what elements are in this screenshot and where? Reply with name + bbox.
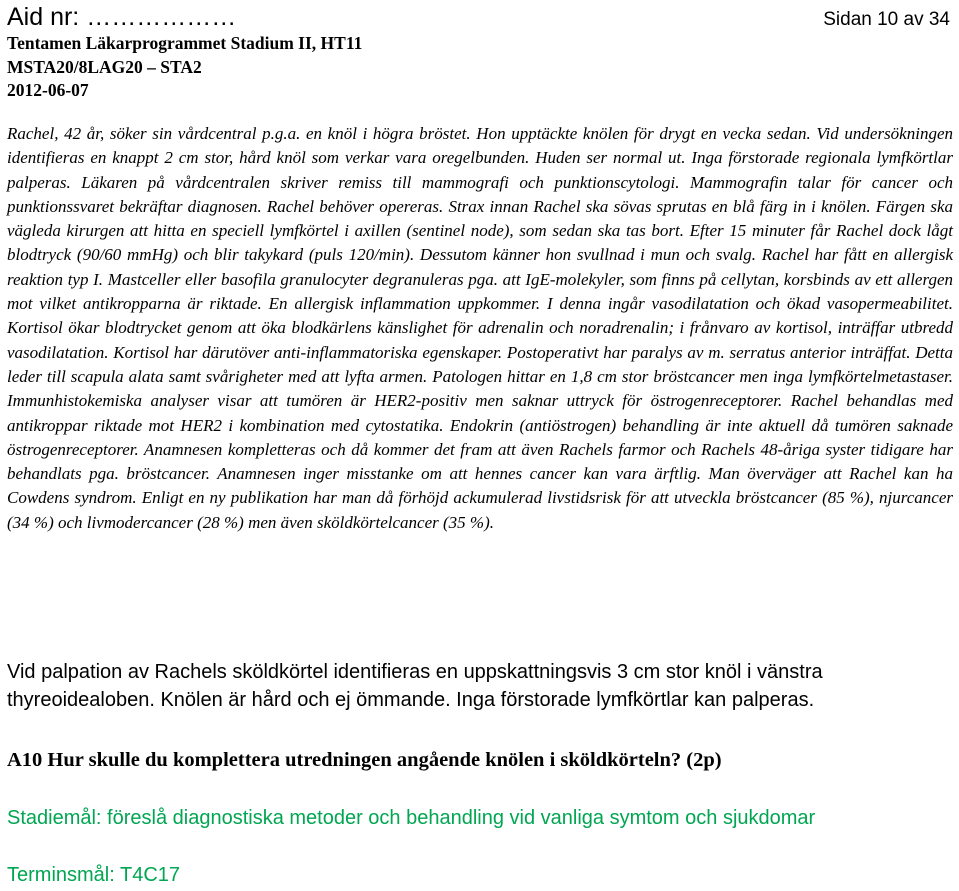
case-text: Rachel, 42 år, söker sin vårdcentral p.g.a. en knöl i högra bröstet. Hon upptäckte knölen för drygt en vecka sedan. Vid undersökningen identifieras en knappt 2 cm stor, hård knöl som verkar vara oregelbunden. Huden ser normal ut. Inga förstorade regionala lymfkörtlar palperas. Läkaren på vårdcentralen skriver remiss till mammografi och punktionscytologi. Mammografin talar för cancer och punktionssvaret bekräftar diagnosen. Rachel behöver opereras. Strax innan Rachel ska sövas sprutas en blå färg in i knölen. Färgen ska vägleda kirurgen att hitta en speciell lymfkörtel i axillen (sentinel node), som sedan ska tas bort. Efter 15 minuter får Rachel dock lågt blodtryck (90/60 mmHg) och blir takykard (puls 120/min). Dessutom känner hon svullnad i mun och svalg. Rachel har fått en allergisk reaktion typ I. Mastceller eller basofila granulocyter degranuleras pga. att IgE-molekyler, som finns på cellytan, korsbinds av ett allergen mot vilket antikropparna är riktade. En allergisk inflammation uppkommer. I denna ingår vasodilatation och ökad vasopermeabilitet. Kortisol ökar blodtrycket genom att öka blodkärlens känslighet för adrenalin och noradrenalin; i frånvaro av kortisol, inträffar utbredd vasodilatation. Kortisol har därutöver anti-inflammatoriska egenskaper. Postoperativt har paralys av m. serratus anterior inträffat. Detta leder till scapula alata samt svårigheter med att lyfta armen. Patologen hittar en 1,8 cm stor bröstcancer men inga lymfkörtelmetastaser. Immunhistokemiska analyser visar att tumören är HER2-positiv men saknar uttryck för östrogenreceptorer. Rachel behandlas med antikroppar riktade mot HER2 i kombination med cytostatika. Endokrin (antiöstrogen) behandling är inte aktuell då tumören saknade östrogenreceptorer. Anamnesen kompletteras och då kommer det fram att även Rachels farmor och Rachels 48-åriga syster tidigare har behandlats pga. bröstcancer. Anamnesen inger misstanke om att hennes cancer kan vara ärftlig. Man överväger att Rachel kan ha Cowdens syndrom. Enligt en ny publikation har man då förhöjd ackumulerad livstidsrisk för att utveckla bröstcancer (85 %), njurcancer (34 %) och livmodercancer (28 %) men även sköldkörtelcancer (35 %). (7, 124, 953, 532)
palpation-finding: Vid palpation av Rachels sköldkörtel identifieras en uppskattningsvis 3 cm stor knöl i vänstra thyreoidealoben. Knölen är hård och ej ömmande. Inga förstorade lymfkörtlar kan palperas. (7, 661, 823, 711)
question-a10: A10 Hur skulle du komplettera utredningen angående knölen i sköldkörteln? (2p) (7, 749, 722, 771)
term-goal: Terminsmål: T4C17 (7, 864, 181, 886)
page-number: Sidan 10 av 34 (823, 9, 950, 30)
exam-date: 2012-06-07 (7, 80, 89, 100)
exam-title: Tentamen Läkarprogrammet Stadium II, HT11 (7, 33, 363, 53)
header-top-line (7, 2, 952, 32)
aid-number: Aid nr: ……………… (7, 3, 237, 31)
course-code: MSTA20/8LAG20 – STA2 (7, 56, 202, 77)
stadium-goal: Stadiemål: föreslå diagnostiska metoder och behandling vid vanliga symtom och sjukdomar (7, 807, 816, 829)
case-description (7, 122, 953, 535)
page-header (7, 2, 952, 103)
